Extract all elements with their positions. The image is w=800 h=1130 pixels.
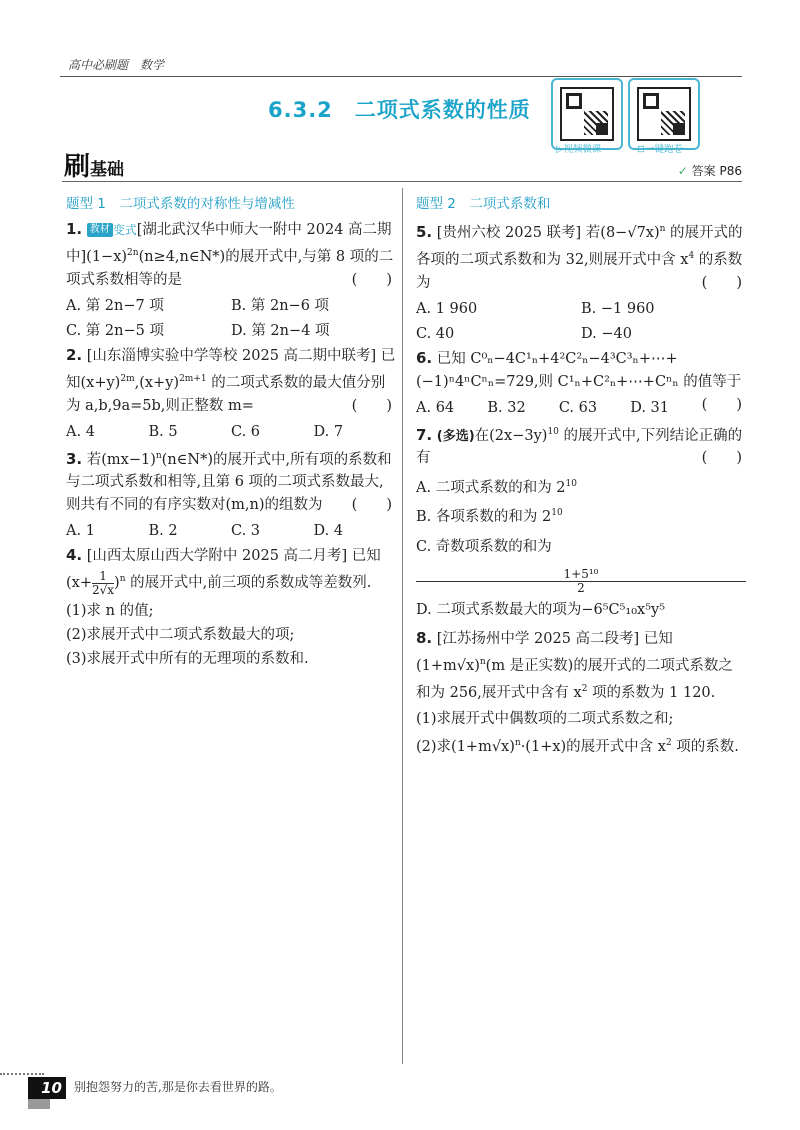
option[interactable]: C. 3	[231, 523, 261, 540]
footer-dots	[0, 1073, 44, 1075]
q4-subquestion: (1)求 n 的值;	[66, 602, 154, 619]
option[interactable]: B. −1 960	[581, 300, 655, 317]
option[interactable]: B. 各项系数的和为 $2^{10}$	[416, 508, 563, 526]
option[interactable]: D. 4	[313, 523, 344, 540]
question-6: 6. 已知 C⁰ₙ−4C¹ₙ+4²C²ₙ−4³C³ₙ+⋯+(−1)ⁿ4ⁿCⁿₙ=729,则 C¹ₙ+C²ₙ+⋯+Cⁿₙ 的值等于 ( )	[416, 348, 742, 413]
q8-subquestion: (2)求$(1+m√x)^n\cdot(1+x)$的展开式中含 $x^2$ 项的系数.	[416, 737, 739, 755]
question-4: 4. [山西太原山西大学附中 2025 高二月考] 已知 (x+ $\frac{1}{2√x}$ )$^n$ 的展开式中,前三项的系数成等差数列.	[66, 546, 381, 597]
option[interactable]: C. 63	[558, 399, 598, 416]
question-8: 8. [江苏扬州中学 2025 高二段考] 已知$(1+m√x)^n(m$ 是正实数)的展开式的二项式系数之和为 256,展开式中含有 $x^2$ 项的系数为 1 120.	[416, 629, 733, 701]
option[interactable]: C. 第 2n−5 项	[66, 322, 164, 339]
check-icon: ✓	[677, 164, 688, 178]
option[interactable]: D. 31	[630, 399, 669, 416]
q4-subquestion: (2)求展开式中二项式系数最大的项;	[66, 626, 295, 643]
q4-subquestion: (3)求展开式中所有的无理项的系数和.	[66, 650, 309, 667]
option[interactable]: C. 奇数项系数的和为 $\frac{\text{1+5¹⁰}}{2}$	[416, 530, 746, 598]
option[interactable]: A. 第 2n−7 项	[66, 297, 164, 314]
option[interactable]: C. 6	[231, 423, 261, 440]
question-7: 7. (多选)在$(2x-3y)^{10}$ 的展开式中,下列结论正确的有 ( )	[416, 425, 743, 467]
qr-code-test[interactable]	[628, 78, 700, 150]
right-column	[416, 192, 746, 759]
option[interactable]: B. 32	[487, 399, 526, 416]
option[interactable]: B. 2	[148, 523, 178, 540]
q6-options	[416, 396, 702, 421]
qr-pattern	[560, 87, 614, 141]
section-title: 6.3.2 二项式系数的性质	[268, 98, 531, 122]
question-2: 2. [山东淄博实验中学等校 2025 高二期中联考] 已知$(x+y)^{2m},(x+y)^{2m+1}$ 的二项式系数的最大值分别为 a,b,9a=5b,则正整数 m= ( )	[66, 345, 396, 414]
textbook-tag: 教材	[87, 223, 113, 237]
qr-pattern	[637, 87, 691, 141]
brush-basics-heading: 刷基础	[64, 152, 125, 182]
header-rule	[60, 76, 742, 77]
page-number: 10	[28, 1077, 66, 1099]
question-3: 3. 若$(mx-1)^n(n\in N*)$的展开式中,所有项的系数和与二项式系数和相等,且第 6 项的二项式系数最大,则共有不同的有序实数对(m,n)的组数为 ( )	[66, 449, 392, 514]
option[interactable]: D. 二项式系数最大的项为−6⁵C⁵₁₀x⁵y⁵	[416, 602, 666, 619]
option[interactable]: D. −40	[581, 325, 632, 342]
header-title: 高中必刷题 数学	[68, 58, 165, 72]
fraction: $\frac{\text{1+5¹⁰}}{2}$	[416, 568, 746, 595]
option[interactable]: A. 1	[66, 523, 95, 540]
question-1: 1. 教材 变式[湖北武汉华中师大一附中 2024 高二期中]$(1-x)^{2n}(n\ge 4,n\in N*)$的展开式中,与第 8 项的二项式系数相等的是 ( )	[66, 220, 394, 288]
option[interactable]: A. 64	[416, 399, 455, 416]
q2-options	[66, 420, 396, 445]
qr-code-video[interactable]	[551, 78, 623, 150]
type-title-2: 题型 2 二项式系数和	[416, 196, 551, 212]
q3-options	[66, 519, 396, 544]
option[interactable]: D. 7	[313, 423, 344, 440]
option[interactable]: D. 第 2n−4 项	[231, 322, 330, 339]
fraction: $\frac{1}{2√x}$	[91, 568, 115, 597]
option[interactable]: B. 5	[148, 423, 178, 440]
option[interactable]: A. 二项式系数的和为 $2^{10}$	[416, 479, 577, 497]
left-column	[66, 192, 396, 671]
option[interactable]: B. 第 2n−6 项	[231, 297, 330, 314]
section-rule	[62, 181, 742, 182]
qr-label-video: ▷视频微课	[556, 144, 602, 155]
q5-options	[416, 297, 746, 347]
option[interactable]: C. 40	[416, 325, 455, 342]
q7-options	[416, 472, 746, 623]
footer-motto: 别抱怨努力的苦,那是你去看世界的路。	[74, 1080, 282, 1094]
q8-subquestion: (1)求展开式中偶数项的二项式系数之和;	[416, 710, 674, 727]
q1-options	[66, 294, 396, 344]
answer-reference: ✓ 答案 P86	[677, 164, 742, 178]
type-title-1: 题型 1 二项式系数的对称性与增减性	[66, 196, 295, 212]
column-divider	[402, 188, 403, 1064]
option[interactable]: A. 1 960	[416, 300, 478, 317]
question-5: 5. [贵州六校 2025 联考] 若$(8-√7x)^n$ 的展开式的各项的二项式系数和为 32,则展开式中含 $x^4$ 的系数为 ( )	[416, 222, 743, 291]
option[interactable]: A. 4	[66, 423, 95, 440]
qr-label-test: ⊡一键跑卷	[637, 144, 683, 155]
